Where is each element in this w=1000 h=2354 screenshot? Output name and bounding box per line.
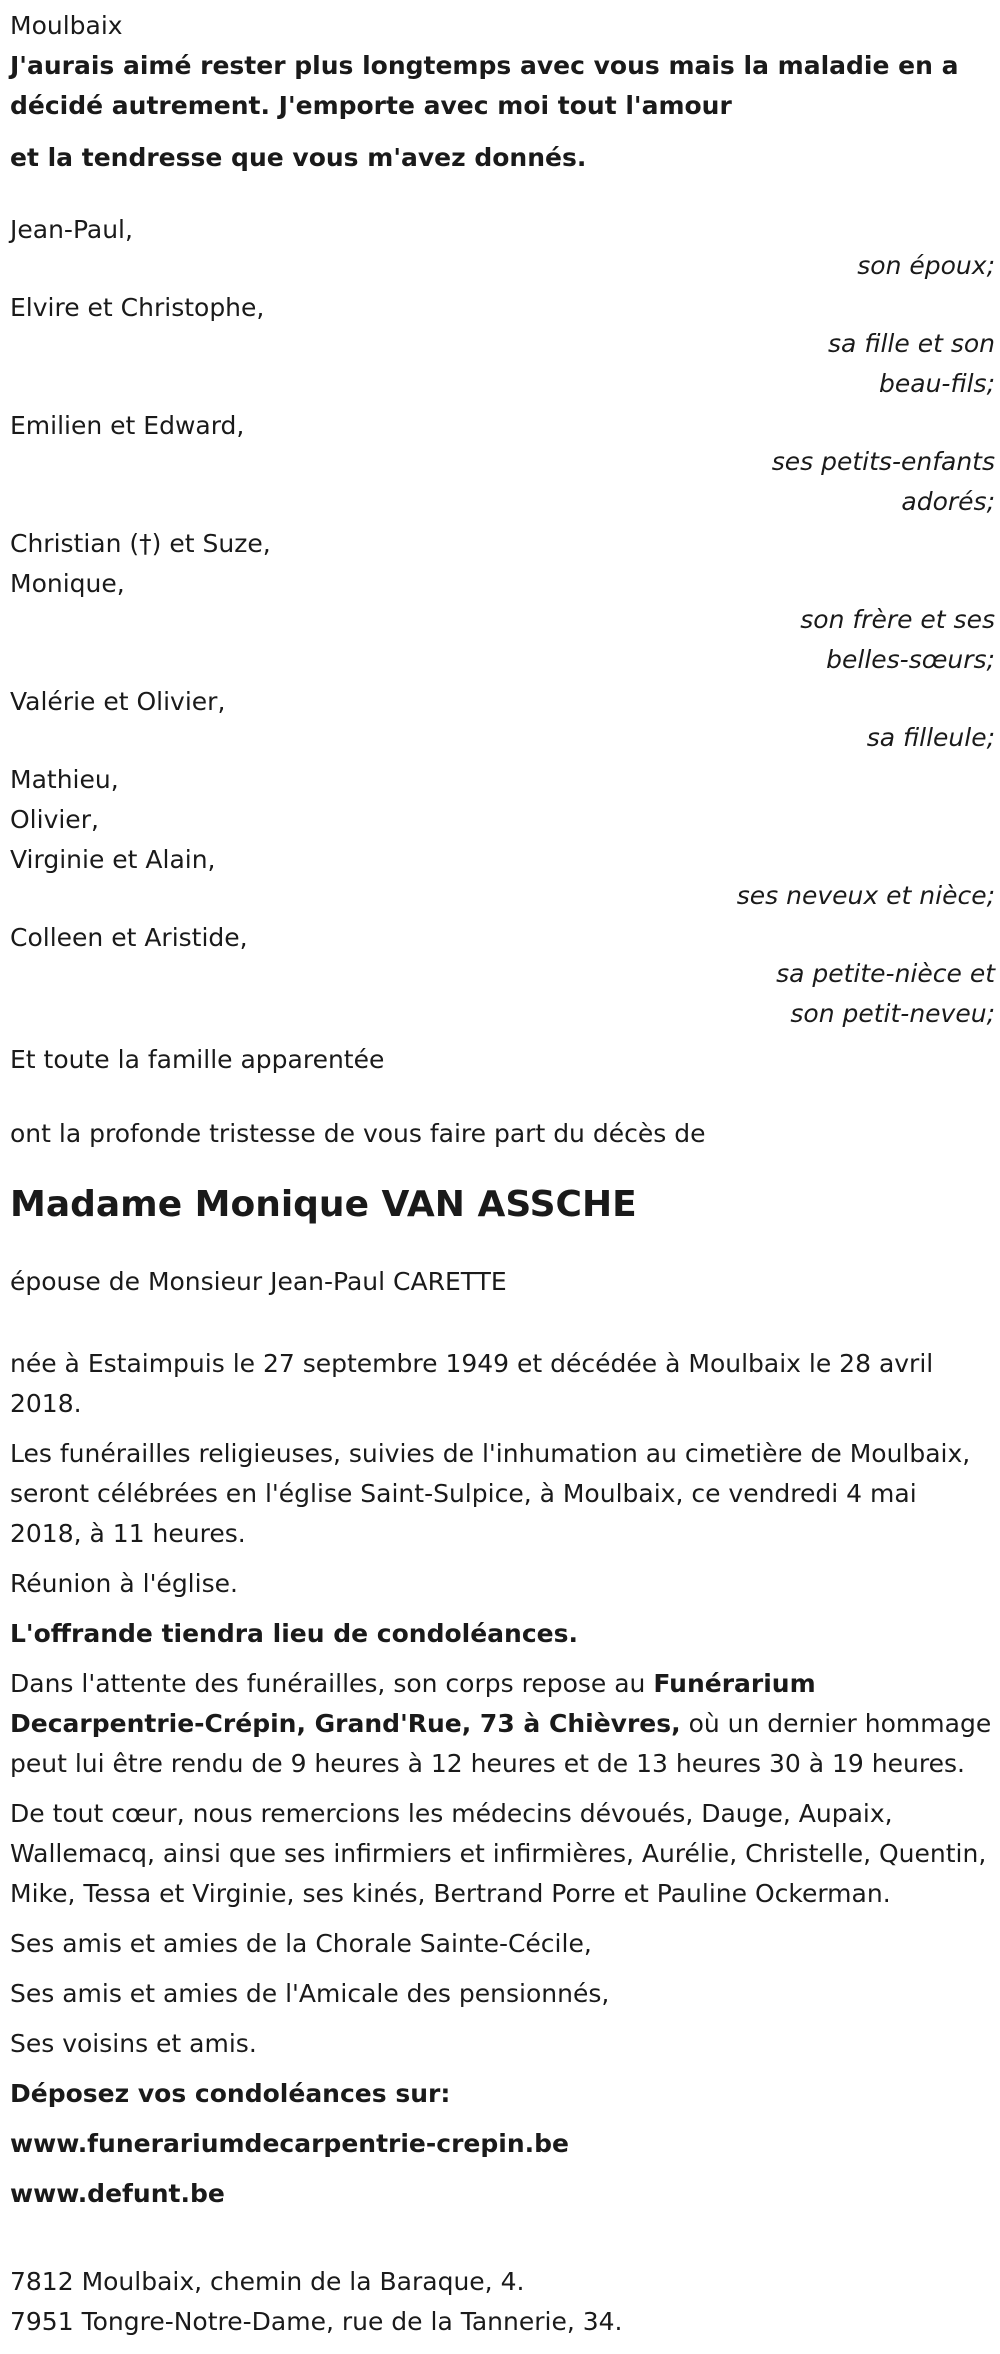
family-relation: son époux;	[857, 251, 995, 280]
friends-line: Ses voisins et amis.	[10, 2029, 257, 2058]
repose-before: Dans l'attente des funérailles, son corps repose au	[10, 1669, 654, 1698]
family-names: Jean-Paul,	[10, 215, 133, 244]
family-relation: ses petits-enfants	[771, 447, 995, 476]
offering-info: L'offrande tiendra lieu de condoléances.	[10, 1619, 578, 1648]
address-line: 7812 Moulbaix, chemin de la Baraque, 4.	[10, 2267, 525, 2296]
family-relation: son petit-neveu;	[790, 999, 995, 1028]
quote	[10, 46, 995, 178]
family-relation: beau-fils;	[879, 369, 995, 398]
family-relation: son frère et ses	[800, 605, 995, 634]
announcement: ont la profonde tristesse de vous faire part du décès de	[10, 1119, 706, 1148]
friends-line: Ses amis et amies de l'Amicale des pensionnés,	[10, 1979, 610, 2008]
deceased-name: Madame Monique VAN ASSCHE	[10, 1184, 637, 1225]
quote-line: J'aurais aimé rester plus longtemps avec vous mais la maladie en a	[10, 51, 959, 80]
family-list	[10, 210, 995, 1080]
family-group	[10, 760, 995, 916]
family-closing: Et toute la famille apparentée	[10, 1045, 385, 1074]
family-group	[10, 682, 995, 758]
town: Moulbaix	[10, 11, 123, 40]
family-relation: adorés;	[901, 487, 995, 516]
condolences-label: Déposez vos condoléances sur:	[10, 2079, 451, 2108]
quote-line: décidé autrement. J'emporte avec moi tout l'amour	[10, 91, 732, 120]
family-names: Virginie et Alain,	[10, 845, 216, 874]
family-names: Mathieu,	[10, 765, 119, 794]
family-group	[10, 210, 995, 286]
obituary-notice	[10, 0, 995, 2342]
spouse-line: épouse de Monsieur Jean-Paul CARETTE	[10, 1267, 507, 1296]
family-names: Colleen et Aristide,	[10, 923, 248, 952]
friends-line: Ses amis et amies de la Chorale Sainte-Cécile,	[10, 1929, 592, 1958]
repose-place: Funérarium Decarpentrie-Crépin, Grand'Rue, 73 à Chièvres,	[10, 1669, 816, 1738]
family-names: Olivier,	[10, 805, 99, 834]
family-relation: sa filleule;	[866, 723, 995, 752]
birth-death: née à Estaimpuis le 27 septembre 1949 et décédée à Moulbaix le 28 avril 2018.	[10, 1349, 934, 1418]
family-group	[10, 524, 995, 680]
family-relation: sa petite-nièce et	[776, 959, 995, 988]
address-line: 7951 Tongre-Notre-Dame, rue de la Tannerie, 34.	[10, 2307, 623, 2336]
family-relation: belles-sœurs;	[826, 645, 995, 674]
family-names: Christian (†) et Suze,	[10, 529, 271, 558]
family-names: Emilien et Edward,	[10, 411, 245, 440]
family-names: Valérie et Olivier,	[10, 687, 226, 716]
quote-line: et la tendresse que vous m'avez donnés.	[10, 143, 587, 172]
family-names: Monique,	[10, 569, 125, 598]
meeting-info: Réunion à l'église.	[10, 1569, 238, 1598]
family-relation: ses neveux et nièce;	[736, 881, 995, 910]
family-group	[10, 406, 995, 522]
website-link[interactable]: www.defunt.be	[10, 2179, 225, 2208]
thanks-text: De tout cœur, nous remercions les médecins dévoués, Dauge, Aupaix, Wallemacq, ainsi que ses infirmiers et infirmières, Aurélie, Christelle, Quentin, Mike, Tessa et Virginie, ses kinés, Bertrand Porre et Pauline Ockerman.	[10, 1799, 987, 1908]
family-group	[10, 918, 995, 1034]
repose-info	[10, 1664, 995, 1784]
family-relation: sa fille et son	[828, 329, 995, 358]
family-group	[10, 288, 995, 404]
repose-after: où un dernier hommage peut lui être rendu de 9 heures à 12 heures et de 13 heures 30 à 19 heures.	[10, 1709, 992, 1778]
website-link[interactable]: www.funerariumdecarpentrie-crepin.be	[10, 2129, 569, 2158]
funeral-info: Les funérailles religieuses, suivies de l'inhumation au cimetière de Moulbaix, seront célébrées en l'église Saint-Sulpice, à Moulbaix, ce vendredi 4 mai 2018, à 11 heures.	[10, 1439, 971, 1548]
addresses	[10, 2262, 995, 2342]
family-names: Elvire et Christophe,	[10, 293, 265, 322]
